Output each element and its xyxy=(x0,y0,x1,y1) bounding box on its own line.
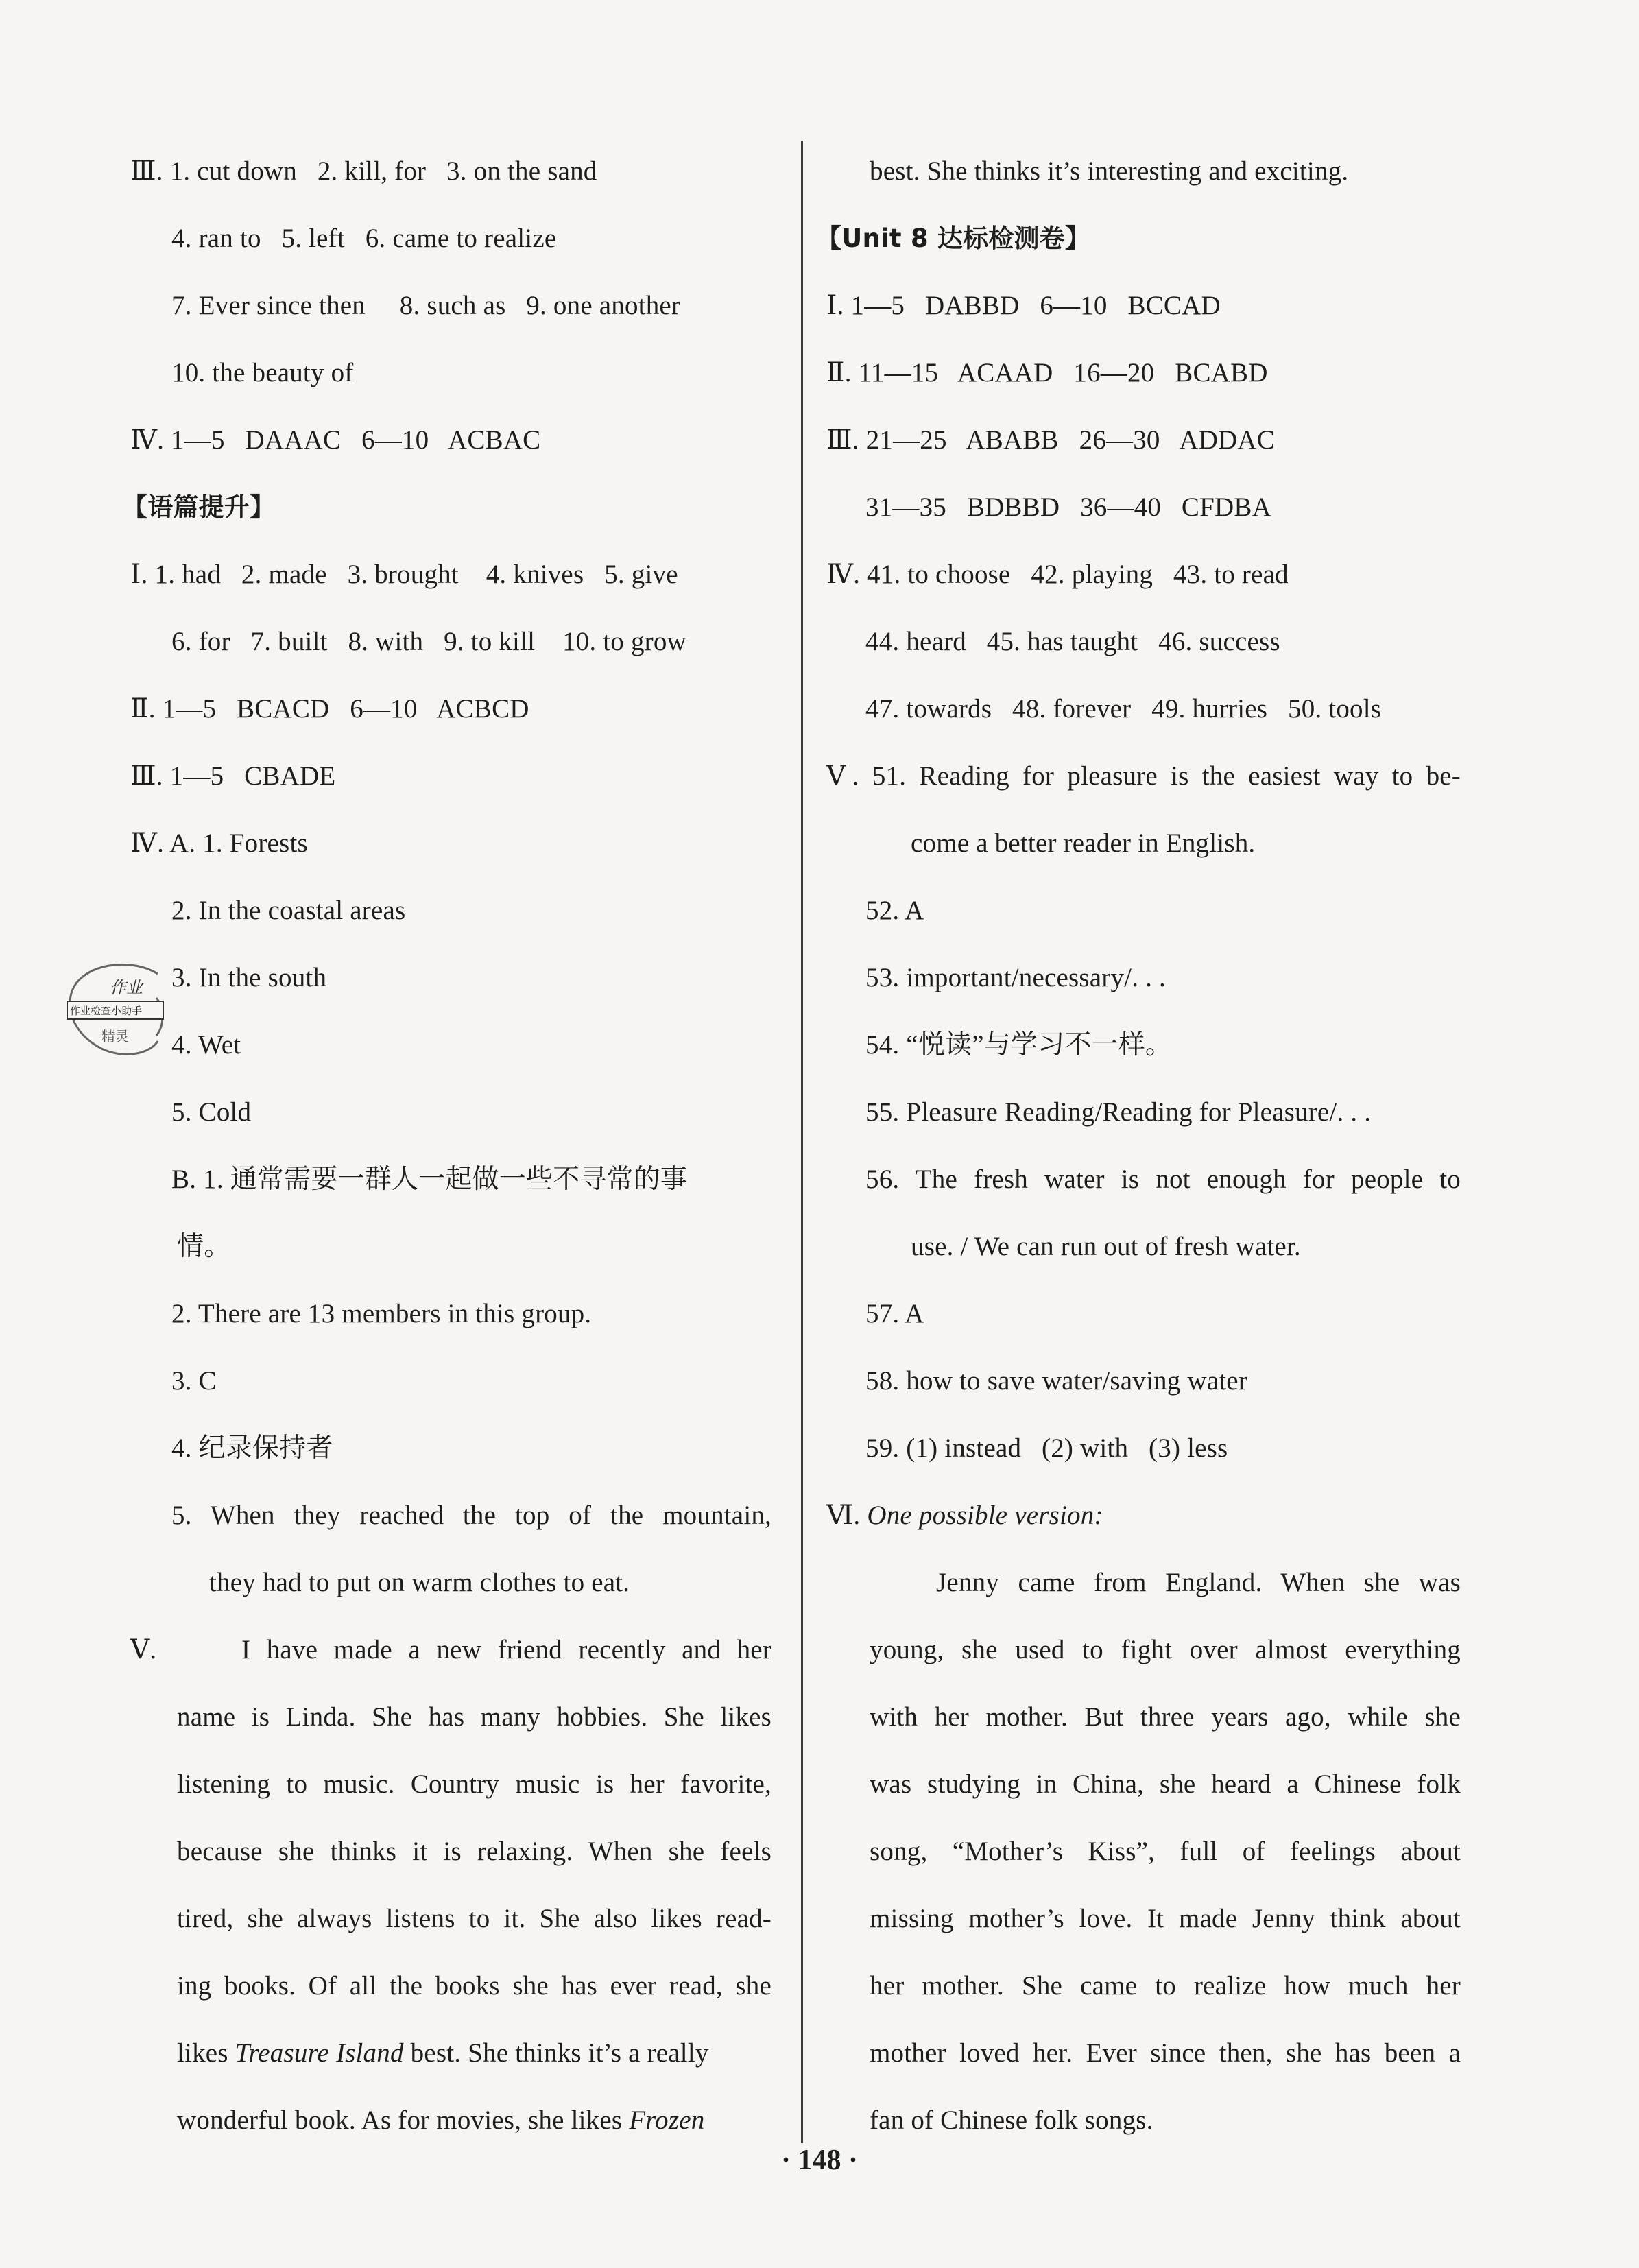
version-label: One possible version: xyxy=(867,1501,1103,1530)
answer-line: 10. the beauty of xyxy=(171,358,354,387)
essay-text: best. She thinks it’s a really xyxy=(403,2038,709,2068)
answer-line: 2. There are 13 members in this group. xyxy=(171,1299,592,1328)
answer-line: 6. for 7. built 8. with 9. to kill 10. to grow xyxy=(171,627,686,656)
essay-line: her mother. She came to realize how much her xyxy=(870,1971,1461,2001)
essay-line: listening to music. Country music is her favorite, xyxy=(177,1769,771,1799)
answer-line: 7. Ever since then 8. such as 9. one another xyxy=(171,291,681,320)
answer-line: 4. Wet xyxy=(171,1030,241,1060)
answer-line: 59. (1) instead (2) with (3) less xyxy=(865,1433,1228,1463)
answer-line xyxy=(826,1499,1103,1533)
answer-line: come a better reader in English. xyxy=(911,828,1256,858)
answer-line: Ⅲ. 21—25 ABABB 26—30 ADDAC xyxy=(826,425,1275,455)
stamp-text: 作业 xyxy=(110,978,143,997)
answer-line: 3. In the south xyxy=(171,963,327,992)
answer-line: 2. In the coastal areas xyxy=(171,896,406,925)
answer-line: 情。 xyxy=(177,1232,231,1261)
essay-line: ing books. Of all the books she has ever read, she xyxy=(177,1971,771,2001)
answer-line: Ⅰ. 1—5 DABBD 6—10 BCCAD xyxy=(826,291,1221,320)
answer-line: Ⅴ. 51. Reading for pleasure is the easiest way to be- xyxy=(826,761,1461,791)
answer-line: 31—35 BDBBD 36—40 CFDBA xyxy=(865,492,1271,522)
answer-line: 5. Cold xyxy=(171,1097,252,1127)
essay-line: young, she used to fight over almost everything xyxy=(870,1635,1461,1664)
column-divider xyxy=(801,141,803,2143)
essay-line: was studying in China, she heard a Chinese folk xyxy=(870,1769,1461,1799)
essay-line xyxy=(177,2036,709,2070)
book-title: Treasure Island xyxy=(235,2038,404,2068)
stamp-badge-icon xyxy=(62,960,171,1063)
answer-line: Ⅳ. 41. to choose 42. playing 43. to read xyxy=(826,560,1289,589)
section-heading: 【Unit 8 达标检测卷】 xyxy=(816,224,1091,253)
answer-line: Ⅰ. 1. had 2. made 3. brought 4. knives 5. give xyxy=(130,560,678,589)
essay-line: tired, she always listens to it. She also likes read- xyxy=(177,1904,771,1933)
essay-line: name is Linda. She has many hobbies. She likes xyxy=(177,1702,771,1732)
essay-line: I have made a new friend recently and her xyxy=(241,1635,771,1664)
section-heading: 【语篇提升】 xyxy=(122,492,276,522)
answer-line: they had to put on warm clothes to eat. xyxy=(209,1568,630,1597)
essay-line: Jenny came from England. When she was xyxy=(936,1568,1461,1597)
answer-line: B. 1. 通常需要一群人一起做一些不寻常的事 xyxy=(171,1165,688,1194)
answer-line: Ⅲ. 1—5 CBADE xyxy=(130,761,336,791)
homework-helper-stamp xyxy=(62,960,171,1063)
answer-line: 5. When they reached the top of the mountain, xyxy=(171,1501,771,1530)
essay-line: because she thinks it is relaxing. When she feels xyxy=(177,1837,771,1866)
answer-line: 4. 纪录保持者 xyxy=(171,1433,333,1463)
answer-line: 52. A xyxy=(865,896,924,925)
answer-line: 55. Pleasure Reading/Reading for Pleasure/. . . xyxy=(865,1097,1372,1127)
section-label: Ⅴ. xyxy=(130,1635,157,1664)
essay-text: wonderful book. As for movies, she likes xyxy=(177,2105,630,2135)
answer-line: Ⅲ. 1. cut down 2. kill, for 3. on the sand xyxy=(130,156,597,186)
answer-line: 54. “悦读”与学习不一样。 xyxy=(865,1030,1173,1060)
essay-line: with her mother. But three years ago, while she xyxy=(870,1702,1461,1732)
answer-line: Ⅱ. 11—15 ACAAD 16—20 BCABD xyxy=(826,358,1268,387)
movie-title: Frozen xyxy=(629,2105,705,2135)
answer-line: Ⅳ. A. 1. Forests xyxy=(130,828,308,858)
essay-line: mother loved her. Ever since then, she has been a xyxy=(870,2038,1461,2068)
answer-line: 53. important/necessary/. . . xyxy=(865,963,1166,992)
essay-line: missing mother’s love. It made Jenny think about xyxy=(870,1904,1461,1933)
page-number: · 148 · xyxy=(780,2145,858,2176)
essay-line: fan of Chinese folk songs. xyxy=(870,2105,1153,2135)
stamp-text: 精灵 xyxy=(101,1028,129,1045)
essay-line xyxy=(177,2103,704,2138)
answer-line: 3. C xyxy=(171,1366,217,1396)
answer-line: 56. The fresh water is not enough for people to xyxy=(865,1165,1461,1194)
answer-line: 44. heard 45. has taught 46. success xyxy=(865,627,1280,656)
answer-line: 4. ran to 5. left 6. came to realize xyxy=(171,224,557,253)
essay-line: best. She thinks it’s interesting and exciting. xyxy=(870,156,1349,186)
answer-line: Ⅳ. 1—5 DAAAC 6—10 ACBAC xyxy=(130,425,541,455)
essay-text: likes xyxy=(177,2038,235,2068)
stamp-text: 作业检查小助手 xyxy=(70,1005,143,1017)
answer-line: Ⅱ. 1—5 BCACD 6—10 ACBCD xyxy=(130,694,529,724)
answer-line: 58. how to save water/saving water xyxy=(865,1366,1247,1396)
answer-line: 47. towards 48. forever 49. hurries 50. tools xyxy=(865,694,1382,724)
answer-line: use. / We can run out of fresh water. xyxy=(911,1232,1301,1261)
answer-line: 57. A xyxy=(865,1299,924,1328)
essay-line: song, “Mother’s Kiss”, full of feelings about xyxy=(870,1837,1461,1866)
section-label: Ⅵ. xyxy=(826,1501,868,1530)
